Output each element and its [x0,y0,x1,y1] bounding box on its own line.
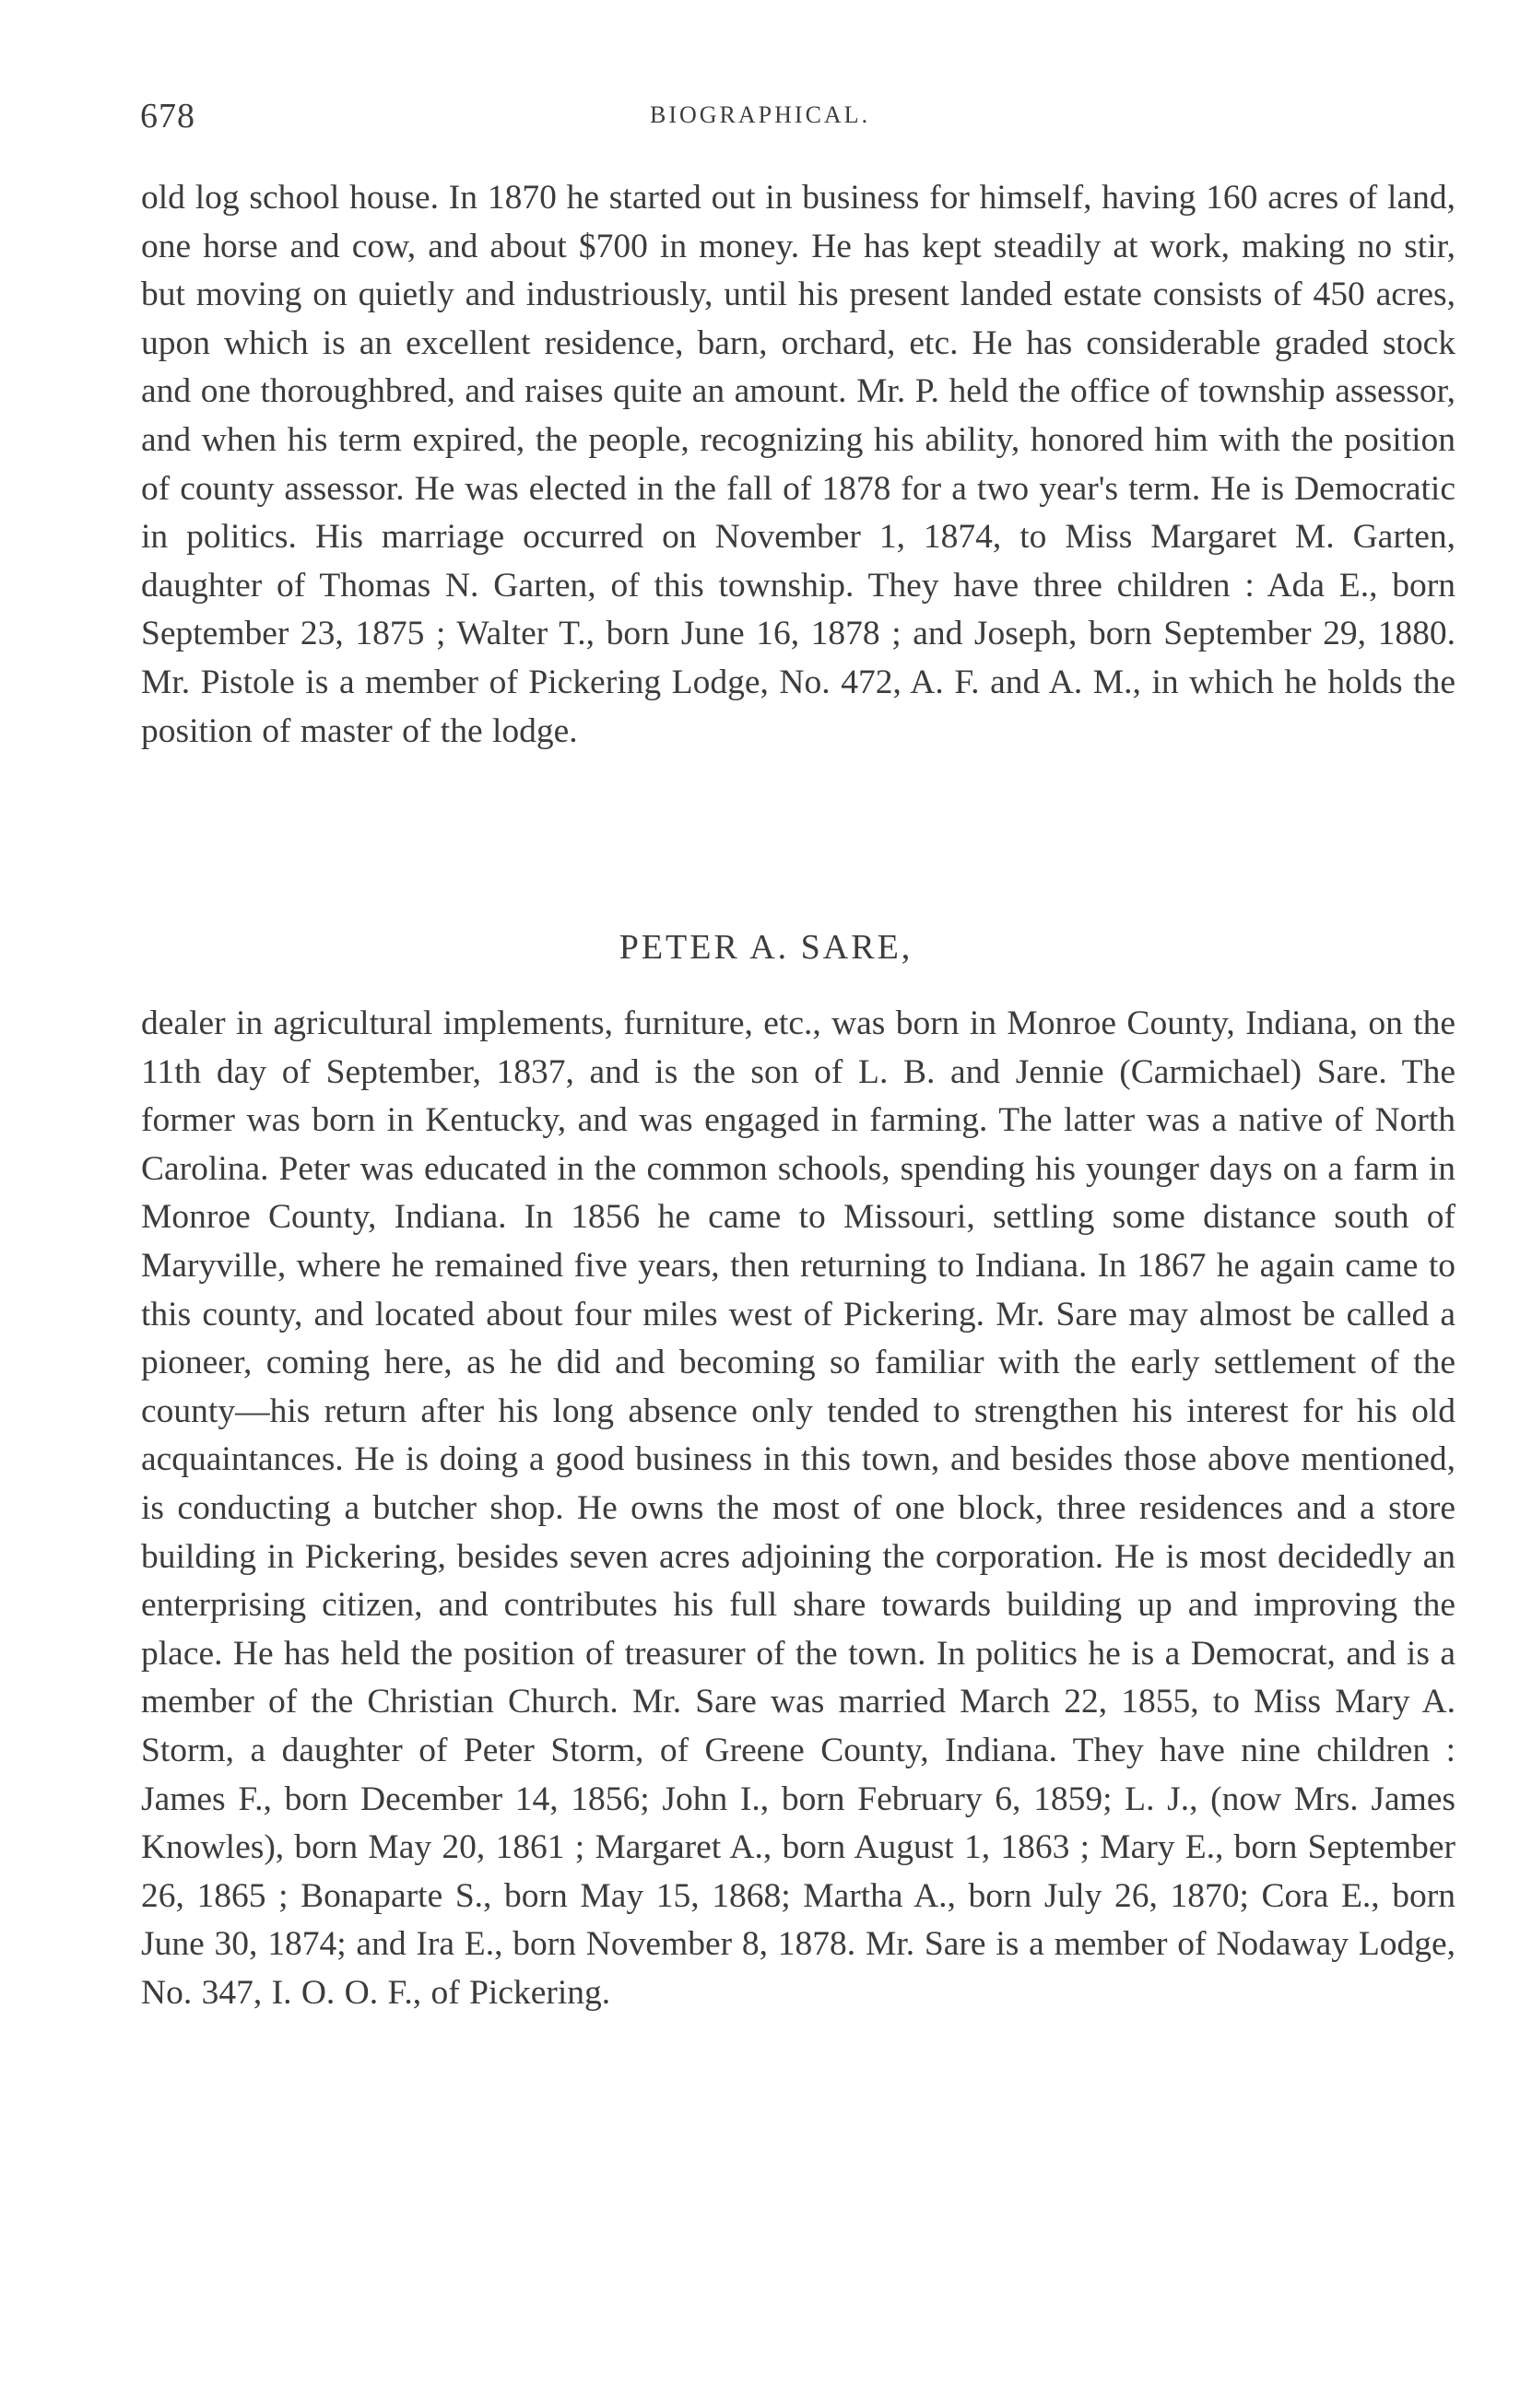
page-number: 678 [140,97,195,135]
running-head: BIOGRAPHICAL. [650,101,871,128]
entry-heading: PETER A. SARE, [619,928,913,967]
previous-entry-paragraph: old log school house. In 1870 he started out in business for himself, having 160 acres of land, one horse and cow, and about $700 in money. He has kept steadily at work, making no stir, but moving on quietly and industriously, until his present landed estate consists of 450 acres, upon which is an excellent residence, barn, orchard, etc. He has considerable graded stock and one thoroughbred, and raises quite an amount. Mr. P. held the office of township assessor, and when his term expired, the people, recognizing his ability, honored him with the position of county assessor. He was elected in the fall of 1878 for a two year's term. He is Democratic in politics. His marriage occurred on November 1, 1874, to Miss Margaret M. Garten, daughter of Thomas N. Garten, of this township. They have three children : Ada E., born September 23, 1875 ; Walter T., born June 16, 1878 ; and Joseph, born September 29, 1880. Mr. Pistole is a member of Pickering Lodge, No. 472, A. F. and A. M., in which he holds the position of master of the lodge. [141,179,1455,750]
entry-paragraph: dealer in agricultural implements, furniture, etc., was born in Monroe County, Indiana, on the 11th day of September, 1837, and is the son of L. B. and Jennie (Carmichael) Sare. The former was born in Kentucky, and was engaged in farming. The latter was a native of North Carolina. Peter was educated in the common schools, spending his younger days on a farm in Monroe County, Indiana. In 1856 he came to Missouri, settling some distance south of Maryville, where he remained five years, then returning to Indiana. In 1867 he again came to this county, and located about four miles west of Pickering. Mr. Sare may almost be called a pioneer, coming here, as he did and becoming so familiar with the early settlement of the county—his return after his long absence only tended to strengthen his interest for his old acquaintances. He is doing a good business in this town, and besides those above mentioned, is conducting a butcher shop. He owns the most of one block, three residences and a store building in Pickering, besides seven acres adjoining the corporation. He is most decidedly an enterprising citizen, and contributes his full share towards building up and improving the place. He has held the position of treasurer of the town. In politics he is a Democrat, and is a member of the Christian Church. Mr. Sare was married March 22, 1855, to Miss Mary A. Storm, a daughter of Peter Storm, of Greene County, Indiana. They have nine children : James F., born December 14, 1856; John I., born February 6, 1859; L. J., (now Mrs. James Knowles), born May 20, 1861 ; Margaret A., born August 1, 1863 ; Mary E., born September 26, 1865 ; Bonaparte S., born May 15, 1868; Martha A., born July 26, 1870; Cora E., born June 30, 1874; and Ira E., born November 8, 1878. Mr. Sare is a member of Nodaway Lodge, No. 347, I. O. O. F., of Pickering. [141,1004,1455,2012]
